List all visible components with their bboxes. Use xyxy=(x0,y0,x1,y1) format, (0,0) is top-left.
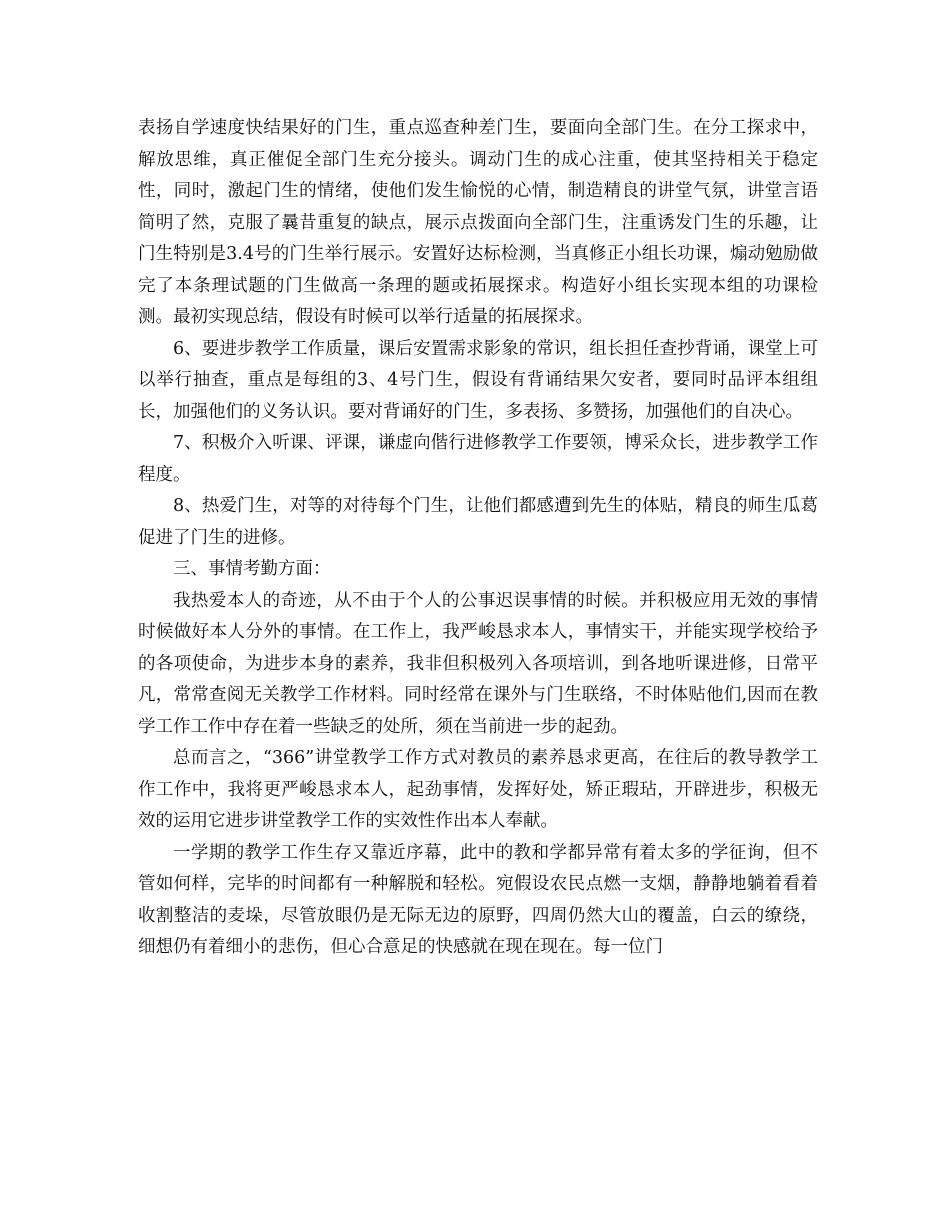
paragraph-continuation: 表扬自学速度快结果好的门生，重点巡查种差门生，要面向全部门生。在分工探求中，解放思维，真正催促全部门生充分接头。调动门生的成心注重，使其坚持相关于稳定性，同时，激起门生的情绪，使他们发生愉悦的心情，制造精良的讲堂气氛，讲堂言语简明了然，克服了曩昔重复的缺点，展示点拨面向全部门生，注重诱发门生的乐趣，让门生特别是3.4号的门生举行展示。安置好达标检测，当真修正小组长功课，煽动勉励做完了本条理试题的门生做高一条理的题或拓展探求。构造好小组长实现本组的功课检测。最初实现总结，假设有时候可以举行适量的拓展探求。 xyxy=(138,118,818,327)
document-body xyxy=(138,113,818,964)
paragraph-item-7: 7、积极介入听课、评课，谦虚向偕行进修教学工作要领，博采众长，进步教学工作程度。 xyxy=(138,433,818,485)
section-heading-attendance: 三、事情考勤方面： xyxy=(173,559,331,579)
paragraph-item-8: 8、热爱门生，对等的对待每个门生，让他们都感遭到先生的体贴，精良的师生瓜葛促进了门生的进修。 xyxy=(138,496,818,548)
paragraph-item-6: 6、要进步教学工作质量，课后安置需求影象的常识，组长担任查抄背诵，课堂上可以举行抽查，重点是每组的3、4号门生，假设有背诵结果欠安者，要同时品评本组组长，加强他们的义务认识。要对背诵好的门生，多表扬、多赞扬，加强他们的自决心。 xyxy=(138,338,818,422)
paragraph-attendance: 我热爱本人的奇迹，从不由于个人的公事迟误事情的时候。并积极应用无效的事情时候做好本人分外的事情。在工作上，我严峻恳求本人，事情实干，并能实现学校给予的各项使命，为进步本身的素养，我非但积极列入各项培训，到各地听课进修，日常平凡，常常查阅无关教学工作材料。同时经常在课外与门生联络，不时体贴他们,因而在教学工作工作中存在着一些缺乏的处所，须在当前进一步的起劲。 xyxy=(138,590,818,737)
paragraph-summary: 总而言之，“366”讲堂教学工作方式对教员的素养恳求更高，在往后的教导教学工作工作中，我将更严峻恳求本人，起劲事情，发挥好处，矫正瑕玷，开辟进步，积极无效的运用它进步讲堂教学工作的实效性作出本人奉献。 xyxy=(138,748,818,831)
paragraph-semester-end: 一学期的教学工作生存又靠近序幕，此中的教和学都异常有着太多的学征询，但不管如何样，完毕的时间都有一种解脱和轻松。宛假设农民点燃一支烟，静静地躺着看着收割整洁的麦垛，尽管放眼仍是无际无边的原野，四周仍然大山的覆盖，白云的缭绕，细想仍有着细小的悲伤，但心合意足的快感就在现在现在。每一位门 xyxy=(138,842,818,957)
